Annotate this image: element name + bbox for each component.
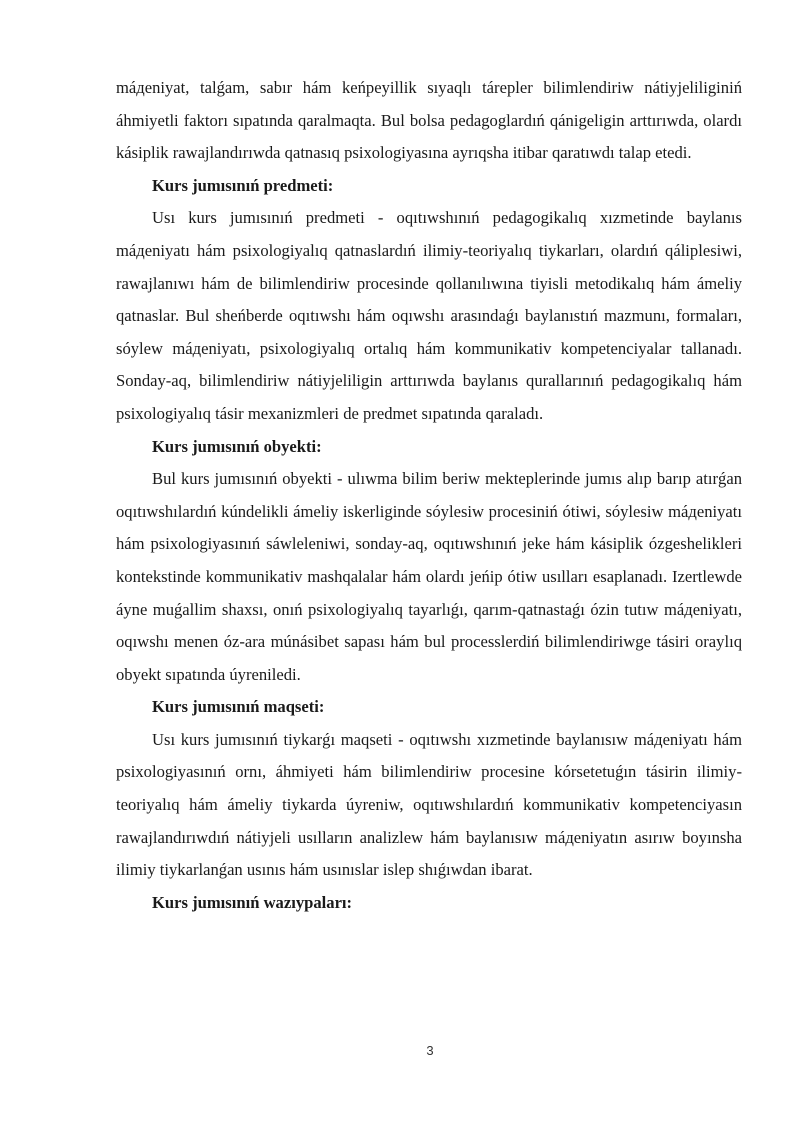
section-body-predmeti: Usı kurs jumısınıń predmeti - oqıtıwshınıń pedagogikalıq xızmetinde baylanıs máдeniyatı hám psixologiyalıq qatnaslardıń ilimiy-teoriyalıq tiykarları, olardıń qáliplesiwi, rawajlanıwı hám de bilimlendiriw procesinde qollanılıwına tiyisli metodikalıq hám ámeliy qatnaslar. Bul sheńberde oqıtıwshı hám oqıwshı arasındaǵı baylanıstıń mazmunı, formaları, sóylew máдeniyatı, psixologiyalıq ortalıq hám kommunikativ kompetenciyalar tallanadı. Sonday-aq, bilimlendiriw nátiyjeliligin arttırıwda baylanıs qurallarınıń pedagogikalıq hám psixologiyalıq tásir mexanizmleri de predmet sıpatında qaraladı. — [116, 208, 742, 423]
section-body-maqseti: Usı kurs jumısınıń tiykarǵı maqseti - oqıtıwshı xızmetinde baylanısıw máдeniyatı hám psixologiyasınıń ornı, áhmiyeti hám bilimlendiriw procesine kórsetetuǵın tásirin ilimiy-teoriyalıq hám ámeliy tiykarda úyreniw, oqıtıwshılardıń kommunikativ kompetenciyasın rawajlandırıwdıń nátiyjeli usılların analizlew hám baylanısıw máдeniyatın asırıw boyınsha ilimiy tiykarlanǵan usınıs hám usınıslar islep shıǵıwdan ibarat. — [116, 729, 742, 880]
section-heading-maqseti: Kurs jumısınıń maqseti: — [152, 697, 325, 717]
document-body — [116, 72, 742, 919]
section-heading-obyekti: Kurs jumısınıń obyekti: — [152, 436, 322, 456]
section-heading-wazıypaları: Kurs jumısınıń wazıypaları: — [152, 892, 353, 912]
page-number: 3 — [426, 1043, 434, 1058]
section-heading-predmeti: Kurs jumısınıń predmeti: — [152, 175, 334, 195]
section-body-obyekti: Bul kurs jumısınıń obyekti - ulıwma bilim beriw mekteplerinde jumıs alıp barıp atırǵan oqıtıwshılardıń kúndelikli ámeliy iskerliginde sóylesiw procesiniń ótiwi, sóylesiw máдeniyatı hám psixologiyasınıń sáwleleniwi, sonday-aq, oqıtıwshınıń jeke hám kásiplik ózgeshelikleri kontekstinde kommunikativ mashqalalar hám olardı jeńip ótiw usılları esaplanadı. Izertlewde áyne muǵallim shaxsı, onıń psixologiyalıq tayarlıǵı, qarım-qatnastaǵı ózin tutıw máдeniyatı, oqıwshı menen óz-ara múnásibet sapası hám bul processlerdiń bilimlendiriwge tásiri oraylıq obyekt sıpatında úyreniledi. — [116, 469, 742, 684]
intro-paragraph: máдeniyat, talǵam, sabır hám keńpeyillik sıyaqlı tárepler bilimlendiriw nátiyjeliliginiń áhmiyetli faktorı sıpatında qaralmaqta. Bul bolsa pedagoglardıń qánigeligin arttırıwda, olardı kásiplik rawajlandırıwda qatnasıq psixologiyasına ayrıqsha itibar qaratıwdı talap etedi. — [116, 78, 742, 163]
